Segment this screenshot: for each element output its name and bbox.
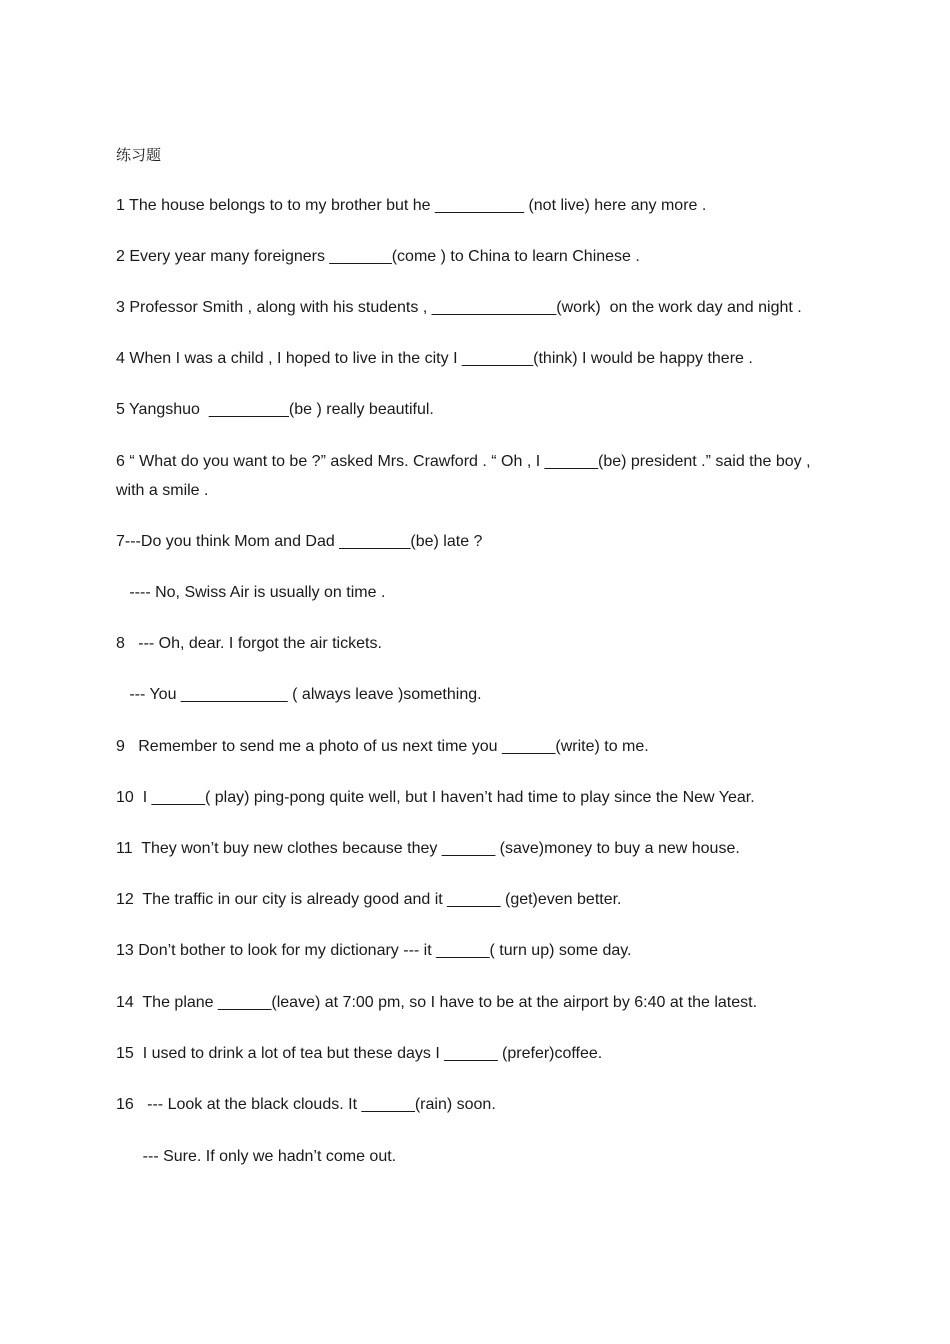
exercise-line-11: 11 They won’t buy new clothes because they ______ (save)money to buy a new house. bbox=[116, 840, 740, 857]
exercise-line-7-answer: ---- No, Swiss Air is usually on time . bbox=[116, 584, 386, 601]
exercise-line-2: 2 Every year many foreigners _______(come ) to China to learn Chinese . bbox=[116, 248, 640, 265]
exercise-line-14: 14 The plane ______(leave) at 7:00 pm, so I have to be at the airport by 6:40 at the latest. bbox=[116, 994, 758, 1011]
exercise-line-1: 1 The house belongs to to my brother but he __________ (not live) here any more . bbox=[116, 197, 707, 214]
exercise-line-4: 4 When I was a child , I hoped to live in the city I ________(think) I would be happy there . bbox=[116, 350, 753, 367]
exercise-line-16-answer: --- Sure. If only we hadn’t come out. bbox=[116, 1148, 397, 1165]
exercise-line-10: 10 I ______( play) ping-pong quite well, but I haven’t had time to play since the New Year. bbox=[116, 789, 755, 806]
exercise-line-5: 5 Yangshuo _________(be ) really beautiful. bbox=[116, 401, 434, 418]
exercise-line-9: 9 Remember to send me a photo of us next time you ______(write) to me. bbox=[116, 738, 649, 755]
page-title: 练习题 bbox=[116, 146, 162, 164]
exercise-line-8-answer: --- You ____________ ( always leave )something. bbox=[116, 686, 482, 703]
exercise-line-8: 8 --- Oh, dear. I forgot the air tickets. bbox=[116, 635, 382, 652]
exercise-line-3: 3 Professor Smith , along with his students , ______________(work) on the work day and night . bbox=[116, 299, 802, 316]
exercise-line-16: 16 --- Look at the black clouds. It ______(rain) soon. bbox=[116, 1096, 496, 1113]
exercise-line-13: 13 Don’t bother to look for my dictionary --- it ______( turn up) some day. bbox=[116, 942, 632, 959]
exercise-line-7: 7---Do you think Mom and Dad ________(be) late ? bbox=[116, 533, 483, 550]
exercise-line-12: 12 The traffic in our city is already good and it ______ (get)even better. bbox=[116, 891, 622, 908]
exercise-line-15: 15 I used to drink a lot of tea but these days I ______ (prefer)coffee. bbox=[116, 1045, 603, 1062]
exercise-line-6: 6 “ What do you want to be ?” asked Mrs. Crawford . “ Oh , I ______(be) president .” said the boy , with a smile . bbox=[116, 453, 811, 499]
